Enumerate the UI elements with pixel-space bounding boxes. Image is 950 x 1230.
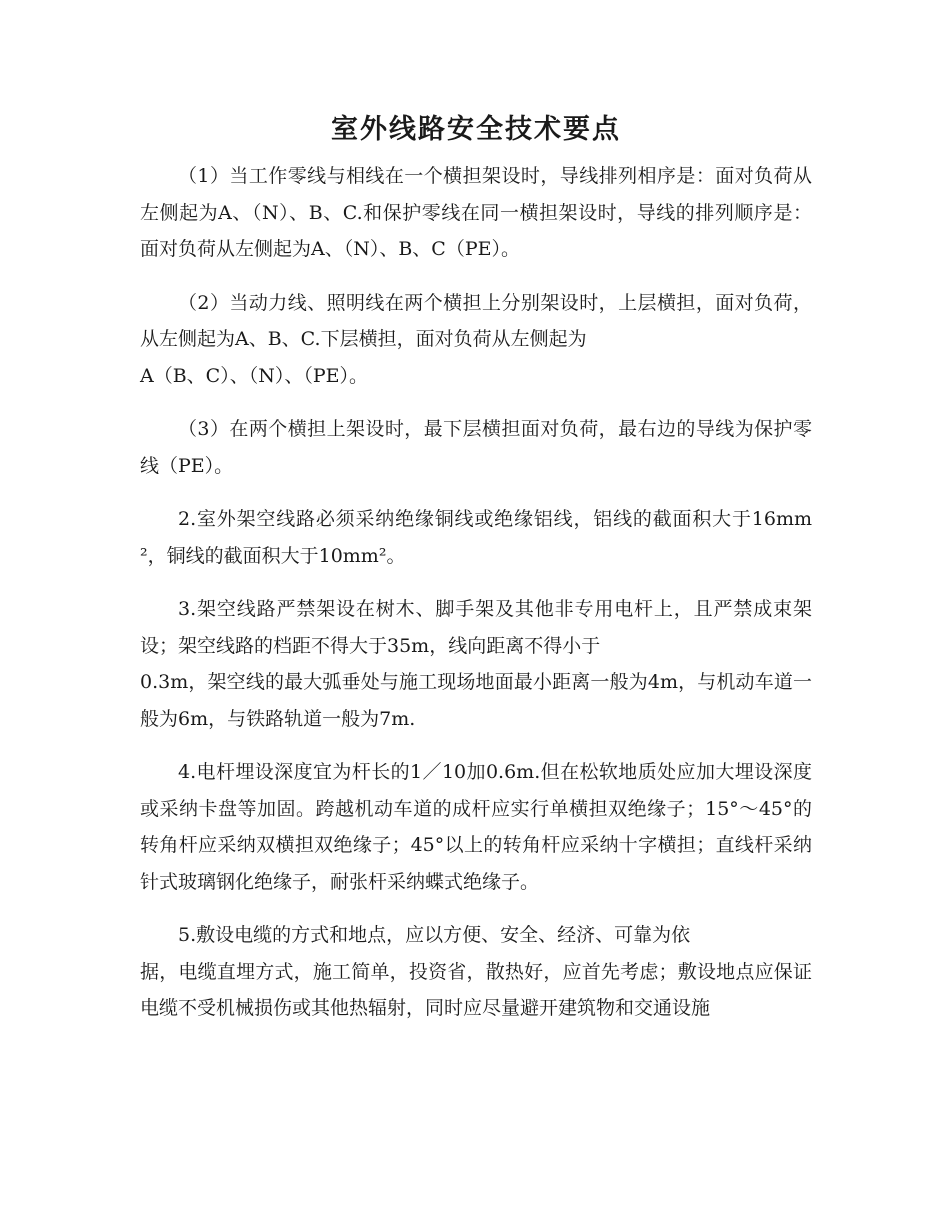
paragraph-2: （2）当动力线、照明线在两个横担上分别架设时，上层横担，面对负荷，从左侧起为A、B、C.下层横担，面对负荷从左侧起为 A（B、C）、（N）、（PE）。 xyxy=(140,291,812,387)
paragraph-3: （3）在两个横担上架设时，最下层横担面对负荷，最右边的导线为保护零线（PE）。 xyxy=(140,418,812,477)
paragraph-5: 3.架空线路严禁架设在树木、脚手架及其他非专用电杆上，且严禁成束架设；架空线路的档距不得大于35m，线向距离不得小于 0.3m，架空线的最大弧垂处与施工现场地面最小距离一般为4m，与机动车道一般为6m，与铁路轨道一般为7m. xyxy=(140,598,812,730)
paragraph-7: 5.敷设电缆的方式和地点，应以方便、安全、经济、可靠为依 据，电缆直埋方式，施工简单，投资省，散热好，应首先考虑；敷设地点应保证电缆不受机械损伤或其他热辐射，同时应尽量避开建筑物和交通设施 xyxy=(140,924,812,1019)
document-title: 室外线路安全技术要点 xyxy=(331,114,621,145)
paragraph-4: 2.室外架空线路必须采纳绝缘铜线或绝缘铝线，铝线的截面积大于16mm²，铜线的截面积大于10mm²。 xyxy=(140,508,812,567)
paragraph-1: （1）当工作零线与相线在一个横担架设时，导线排列相序是：面对负荷从左侧起为A、（N）、B、C.和保护零线在同一横担架设时，导线的排列顺序是：面对负荷从左侧起为A、（N）、B、C（PE）。 xyxy=(140,165,812,260)
paragraph-6: 4.电杆埋设深度宜为杆长的1／10加0.6m.但在松软地质处应加大埋设深度或采纳卡盘等加固。跨越机动车道的成杆应实行单横担双绝缘子；15°～45°的转角杆应采纳双横担双绝缘子；45°以上的转角杆应采纳十字横担；直线杆采纳针式玻璃钢化绝缘子，耐张杆采纳蝶式绝缘子。 xyxy=(140,761,812,893)
document-page xyxy=(140,108,812,1044)
